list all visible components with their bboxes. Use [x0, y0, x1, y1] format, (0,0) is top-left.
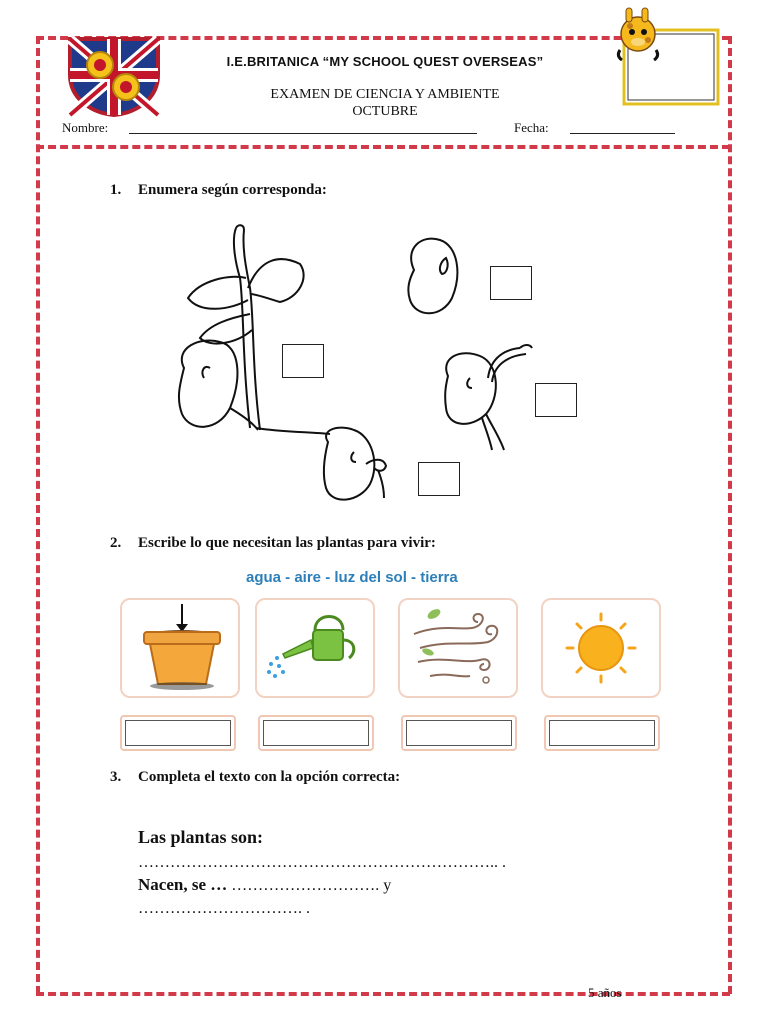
- fill-line-3-prompt: Nacen, se …: [138, 875, 228, 894]
- school-crest-logo: [66, 35, 162, 117]
- answer-box-4[interactable]: [544, 715, 660, 751]
- question-1-text: Enumera según corresponda:: [138, 182, 327, 198]
- flowerpot-soil-icon: [122, 600, 238, 696]
- order-box-seed[interactable]: [490, 266, 532, 300]
- question-3-text: Completa el texto con la opción correcta:: [138, 769, 401, 785]
- frame-bottom-border: [36, 992, 730, 996]
- order-box-seedling[interactable]: [535, 383, 577, 417]
- question-3-number: 3.: [110, 769, 122, 785]
- school-name: I.E.BRITANICA “MY SCHOOL QUEST OVERSEAS”: [226, 54, 544, 69]
- giraffe-name-frame: [608, 4, 726, 108]
- date-label: Fecha:: [514, 120, 549, 135]
- sun-icon: [543, 600, 659, 696]
- watering-can-icon: [257, 600, 373, 696]
- wind-icon: [400, 600, 516, 696]
- exam-title: EXAMEN DE CIENCIA Y AMBIENTE: [270, 87, 500, 102]
- order-box-plant[interactable]: [282, 344, 324, 378]
- picture-card-3: [398, 598, 518, 698]
- picture-card-4: [541, 598, 661, 698]
- question-2-text: Escribe lo que necesitan las plantas para vivir:: [138, 535, 436, 551]
- header-divider: [36, 145, 730, 149]
- fill-line-3: [138, 875, 391, 895]
- answer-box-1[interactable]: [120, 715, 236, 751]
- frame-right-border: [728, 36, 732, 994]
- question-1-number: 1.: [110, 182, 122, 198]
- question-2: [110, 535, 436, 552]
- name-field[interactable]: [129, 133, 477, 134]
- fill-line-1: Las plantas son:: [138, 827, 264, 847]
- bean-germination-drawing: [170, 218, 600, 518]
- word-bank: agua - aire - luz del sol - tierra: [246, 569, 458, 586]
- question-1: [110, 182, 327, 199]
- fill-line-4[interactable]: …………………………. .: [138, 900, 310, 917]
- order-box-sprout[interactable]: [418, 462, 460, 496]
- picture-card-2: [255, 598, 375, 698]
- frame-left-border: [36, 36, 40, 994]
- fill-line-2[interactable]: ………………………………………………………….. .: [138, 854, 506, 871]
- picture-card-1: [120, 598, 240, 698]
- question-2-number: 2.: [110, 535, 122, 551]
- exam-month: OCTUBRE: [352, 104, 418, 119]
- answer-box-3[interactable]: [401, 715, 517, 751]
- answer-box-2[interactable]: [258, 715, 374, 751]
- date-field[interactable]: [570, 133, 675, 134]
- fill-line-3-blank[interactable]: ………………………. y: [227, 877, 392, 894]
- name-label: Nombre:: [62, 120, 109, 135]
- grade-level: 5 años: [588, 985, 622, 1000]
- question-3: [110, 769, 400, 786]
